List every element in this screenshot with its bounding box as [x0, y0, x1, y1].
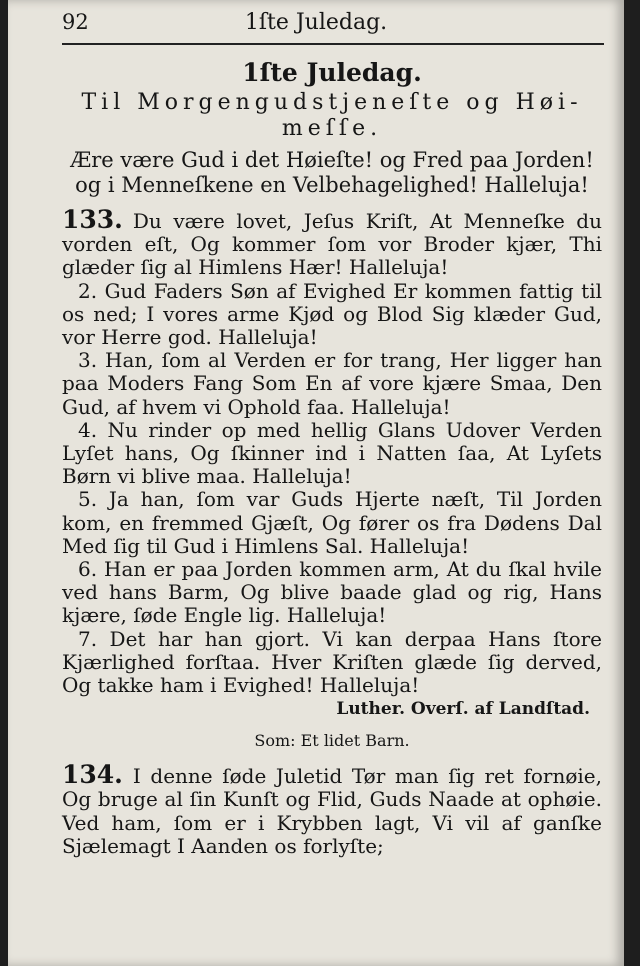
hymn-133-stanza-4: 4. Nu rinder op med hellig Glans Udover Verden Lyſet hans, Og ſkinner ind i Natten ſaa, At Lyſets Børn vi blive maa. Halleluja!: [62, 417, 602, 489]
section-motto: Ære være Gud i det Høieſte! og Fred paa Jorden! og i Menneſkene en Velbehagelighed! Halleluja!: [70, 148, 594, 197]
hymn-134: [62, 760, 602, 858]
running-title: 1ſte Juledag.: [244, 10, 388, 35]
hymn-133-credit: Luther. Overſ. af Landſtad.: [336, 699, 590, 720]
page-body: [62, 56, 602, 858]
hymn-134-stanza-1: [62, 760, 602, 858]
hymn-133-stanza-2: 2. Gud Faders Søn af Evighed Er kommen fattig til os ned; I vores arme Kjød og Blod Sig klæder Gud, vor Herre god. Halleluja!: [62, 278, 602, 350]
section-title: 1ſte Juledag.: [242, 58, 422, 87]
hymn-134-text: I denne ſøde Juletid Tør man ſig ret fornøie, Og bruge al ſin Kunſt og Flid, Guds Naade at ophøie. Ved ham, ſom er i Krybben lagt, Vi vil af ganſke Sjælemagt I Aanden os forlyſte;: [62, 764, 602, 858]
hymn-133-stanza-1: [62, 205, 602, 280]
hymn-133-stanza-1-text: Du være lovet, Jeſus Kriſt, At Menneſke du vorden eſt, Og kommer ſom vor Broder kjær, Thi glæder ſig al Himlens Hær! Halleluja!: [62, 209, 602, 280]
hymn-133: [62, 205, 602, 721]
melody-note: Som: Et lidet Barn.: [254, 731, 410, 751]
hymnal-page: [8, 0, 624, 966]
running-header: [8, 8, 624, 40]
section-subtitle: Til Morgengudstjeneſte og Høi-meſſe.: [81, 90, 583, 141]
header-rule: [62, 43, 604, 45]
hymn-133-stanza-3: 3. Han, ſom al Verden er for trang, Her ligger han paa Moders Fang Som En af vore kjære Smaa, Den Gud, af hvem vi Ophold faa. Halleluja!: [62, 348, 602, 419]
page-number: 92: [62, 10, 89, 34]
hymn-133-stanza-7: 7. Det har han gjort. Vi kan derpaa Hans ſtore Kjærlighed forſtaa. Hver Kriſten glæde ſig derved, Og takke ham i Evighed! Halleluja!: [62, 626, 602, 698]
hymn-133-stanza-5: 5. Ja han, ſom var Guds Hjerte næſt, Til Jorden kom, en fremmed Gjæſt, Og fører os fra Dødens Dal Med ſig til Gud i Himlens Sal. Halleluja!: [62, 487, 602, 558]
hymn-133-stanza-6: 6. Han er paa Jorden kommen arm, At du ſkal hvile ved hans Barm, Og blive baade glad og rig, Hans kjære, ſøde Engle lig. Halleluja!: [62, 557, 602, 628]
hymn-133-number: 133.: [62, 205, 123, 234]
hymn-134-number: 134.: [62, 760, 123, 790]
